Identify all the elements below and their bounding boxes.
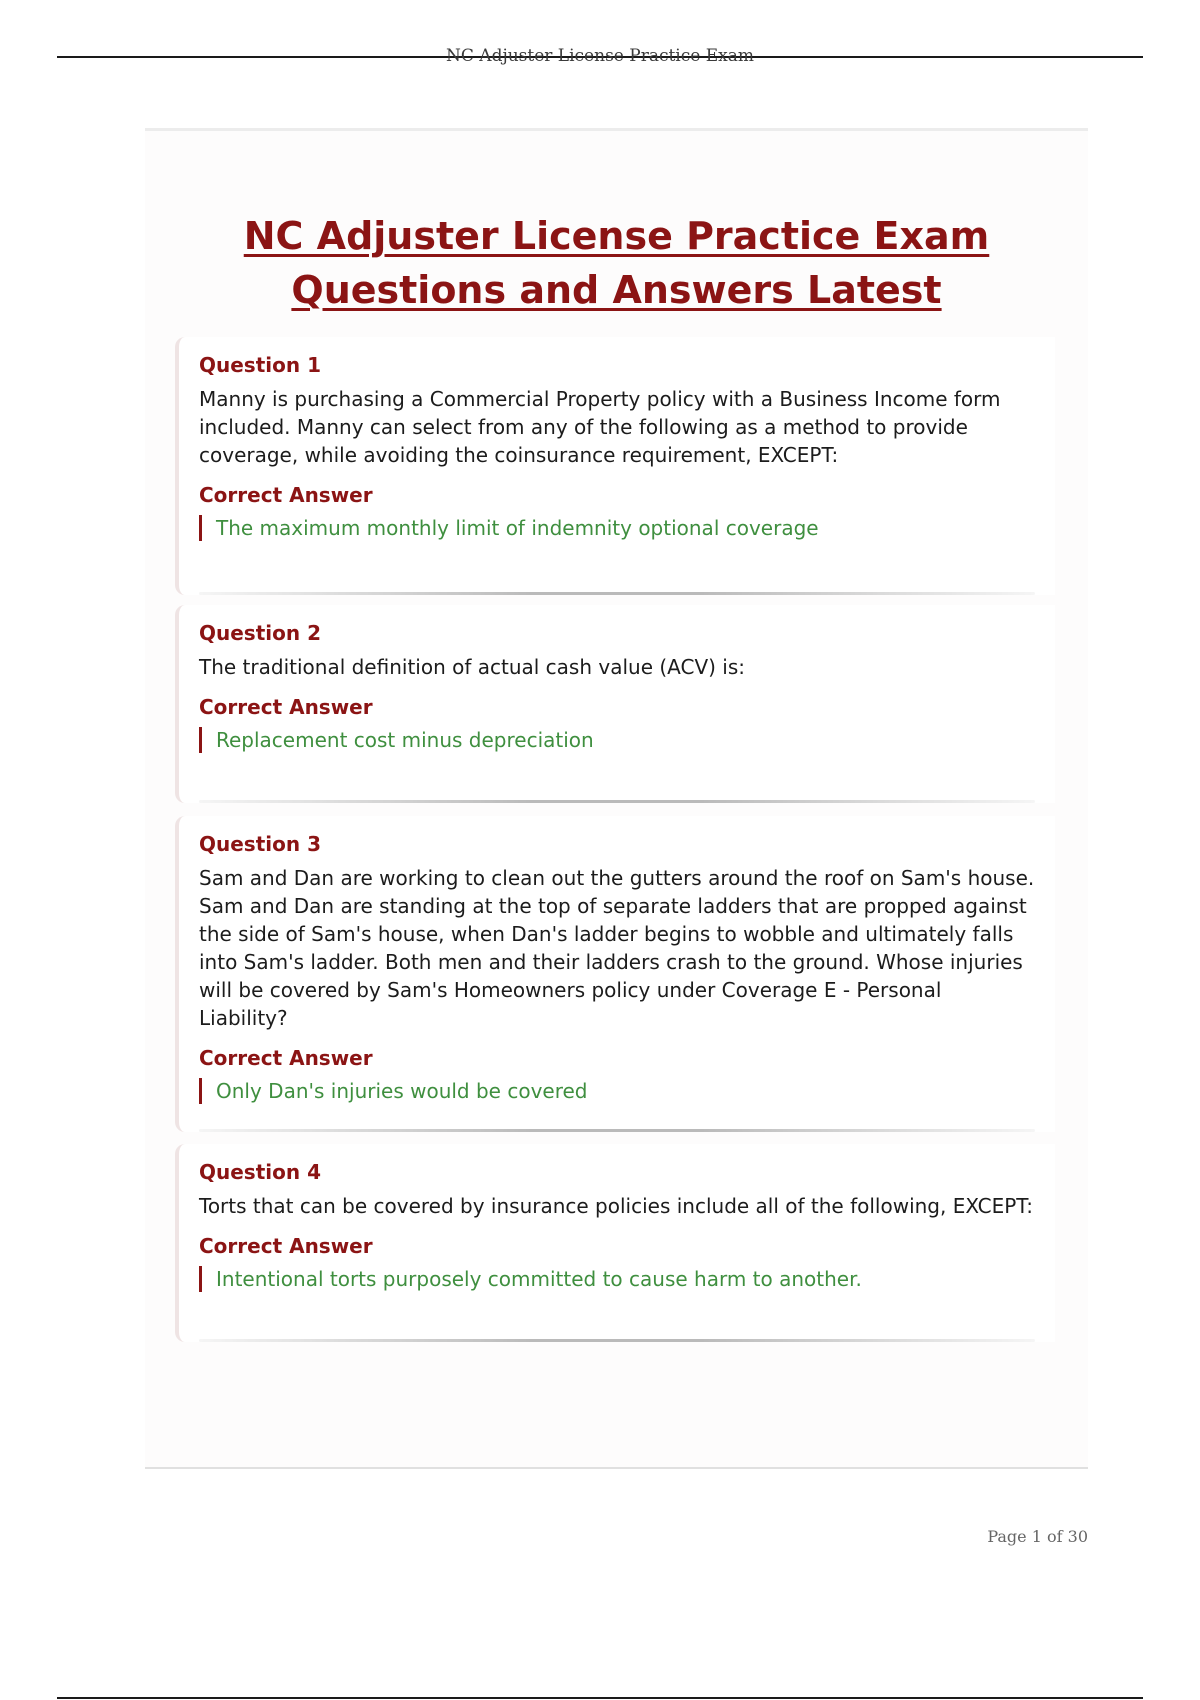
correct-answer-label: Correct Answer xyxy=(199,695,373,719)
content-frame xyxy=(145,128,1088,1469)
document-title-line2: Questions and Answers Latest xyxy=(291,268,942,312)
document-title xyxy=(145,209,1088,317)
question-label: Question 4 xyxy=(199,1160,321,1184)
correct-answer-label: Correct Answer xyxy=(199,483,373,507)
correct-answer-text: Only Dan's injuries would be covered xyxy=(199,1078,588,1104)
question-card-4 xyxy=(175,1144,1055,1342)
correct-answer-label: Correct Answer xyxy=(199,1046,373,1070)
question-card-1 xyxy=(175,337,1055,595)
question-label: Question 3 xyxy=(199,832,321,856)
running-header: NC Adjuster License Practice Exam xyxy=(446,46,754,66)
correct-answer-text: Intentional torts purposely committed to cause harm to another. xyxy=(199,1266,862,1292)
question-text: The traditional definition of actual cash value (ACV) is: xyxy=(199,655,746,679)
correct-answer-text: The maximum monthly limit of indemnity optional coverage xyxy=(199,515,819,541)
question-text: Torts that can be covered by insurance policies include all of the following, EXCEPT: xyxy=(199,1194,1034,1218)
question-label: Question 2 xyxy=(199,621,321,645)
question-text: Manny is purchasing a Commercial Property policy with a Business Income form included. Manny can select from any of the following as a method to provide coverage, while avoiding the coinsurance requirement, EXCEPT: xyxy=(199,387,1001,467)
document-title-line1: NC Adjuster License Practice Exam xyxy=(243,214,990,258)
correct-answer-label: Correct Answer xyxy=(199,1234,373,1258)
footer-rule xyxy=(57,1697,1143,1699)
question-label: Question 1 xyxy=(199,353,321,377)
question-card-3 xyxy=(175,816,1055,1132)
question-card-2 xyxy=(175,605,1055,803)
question-text: Sam and Dan are working to clean out the gutters around the roof on Sam's house. Sam and Dan are standing at the top of separate ladders that are propped against the side of Sam's house, when Dan's ladder begins to wobble and ultimately falls into Sam's ladder. Both men and their ladders crash to the ground. Whose injuries will be covered by Sam's Homeowners policy under Coverage E - Personal Liability? xyxy=(199,866,1035,1030)
correct-answer-text: Replacement cost minus depreciation xyxy=(199,727,594,753)
page-number: Page 1 of 30 xyxy=(987,1527,1088,1546)
